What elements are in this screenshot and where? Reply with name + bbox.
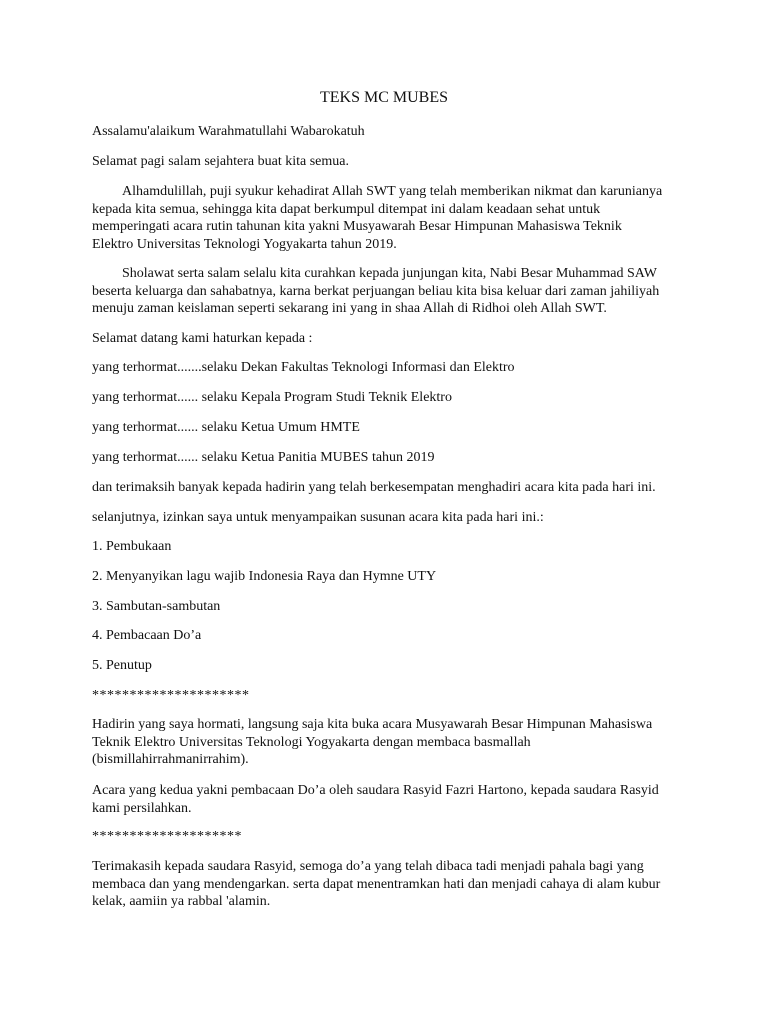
paragraph-line: menuju zaman keislaman seperti sekarang ini yang in shaa Allah di Ridhoi oleh Allah SWT.	[92, 301, 607, 316]
paragraph-second	[92, 782, 692, 817]
paragraph-line: kami persilahkan.	[92, 800, 192, 816]
agenda-item: 1. Pembukaan	[92, 539, 172, 554]
paragraph-line: (bismillahirrahmanirrahim).	[92, 752, 249, 767]
honorific-line: yang terhormat...... selaku Ketua Umum HMTE	[92, 420, 360, 435]
agenda-item: 5. Penutup	[92, 658, 152, 673]
document-title: TEKS MC MUBES	[319, 89, 449, 106]
greeting-line: Assalamu'alaikum Warahmatullahi Wabarokatuh	[92, 124, 365, 139]
paragraph-line: kepada kita semua, sehingga kita dapat berkumpul ditempat ini dalam keadaan sehat untuk	[92, 201, 601, 217]
paragraph-line: Sholawat serta salam selalu kita curahkan kepada junjungan kita, Nabi Besar Muhammad SAW	[122, 266, 658, 281]
agenda-item: 2. Menyanyikan lagu wajib Indonesia Raya dan Hymne UTY	[92, 569, 437, 584]
honorific-line: yang terhormat...... selaku Ketua Panitia MUBES tahun 2019	[92, 450, 435, 465]
agenda-item: 3. Sambutan-sambutan	[92, 599, 221, 614]
paragraph-line: Teknik Elektro Universitas Teknologi Yogyakarta dengan membaca basmallah	[92, 734, 531, 750]
honorific-line: yang terhormat...... selaku Kepala Program Studi Teknik Elektro	[92, 390, 452, 405]
paragraph-line: beserta keluarga dan sahabatnya, karna berkat perjuangan beliau kita bisa keluar dari zaman jahiliyah	[92, 283, 660, 299]
paragraph-line: Terimakasih kepada saudara Rasyid, semoga do’a yang telah dibaca tadi menjadi pahala bagi yang	[92, 859, 644, 874]
paragraph-line: kelak, aamiin ya rabbal 'alamin.	[92, 894, 271, 909]
paragraph-line: membaca dan yang mendengarkan. serta dapat menentramkan hati dan menjadi cahaya di alam kubur	[92, 876, 661, 892]
paragraph-line: Alhamdulillah, puji syukur kehadirat Allah SWT yang telah memberikan nikmat dan karunianya	[122, 184, 663, 199]
salam-line: Selamat pagi salam sejahtera buat kita semua.	[92, 154, 349, 169]
honorific-line: yang terhormat.......selaku Dekan Fakultas Teknologi Informasi dan Elektro	[92, 360, 515, 375]
separator-line: *********************	[92, 688, 250, 703]
paragraph-sholawat	[92, 265, 692, 318]
paragraph-line: Elektro Universitas Teknologi Yogyakarta tahun 2019.	[92, 236, 397, 252]
paragraph-closing	[92, 858, 692, 911]
paragraph-line: Acara yang kedua yakni pembacaan Do’a oleh saudara Rasyid Fazri Hartono, kepada saudara Rasyid	[92, 783, 659, 798]
separator-line: ********************	[92, 829, 242, 844]
paragraph-line: Hadirin yang saya hormati, langsung saja kita buka acara Musyawarah Besar Himpunan Mahasiswa	[92, 717, 653, 732]
welcome-line: Selamat datang kami haturkan kepada :	[92, 331, 313, 346]
paragraph-line: memperingati acara rutin tahunan kita yakni Musyawarah Besar Himpunan Mahasiswa Teknik	[92, 219, 622, 234]
agenda-intro-line: selanjutnya, izinkan saya untuk menyampaikan susunan acara kita pada hari ini.:	[92, 510, 544, 525]
paragraph-opening	[92, 716, 692, 769]
paragraph-alhamdulillah	[92, 183, 692, 253]
thanks-line: dan terimaksih banyak kepada hadirin yang telah berkesempatan menghadiri acara kita pada hari ini.	[92, 480, 656, 495]
agenda-item: 4. Pembacaan Do’a	[92, 628, 202, 643]
